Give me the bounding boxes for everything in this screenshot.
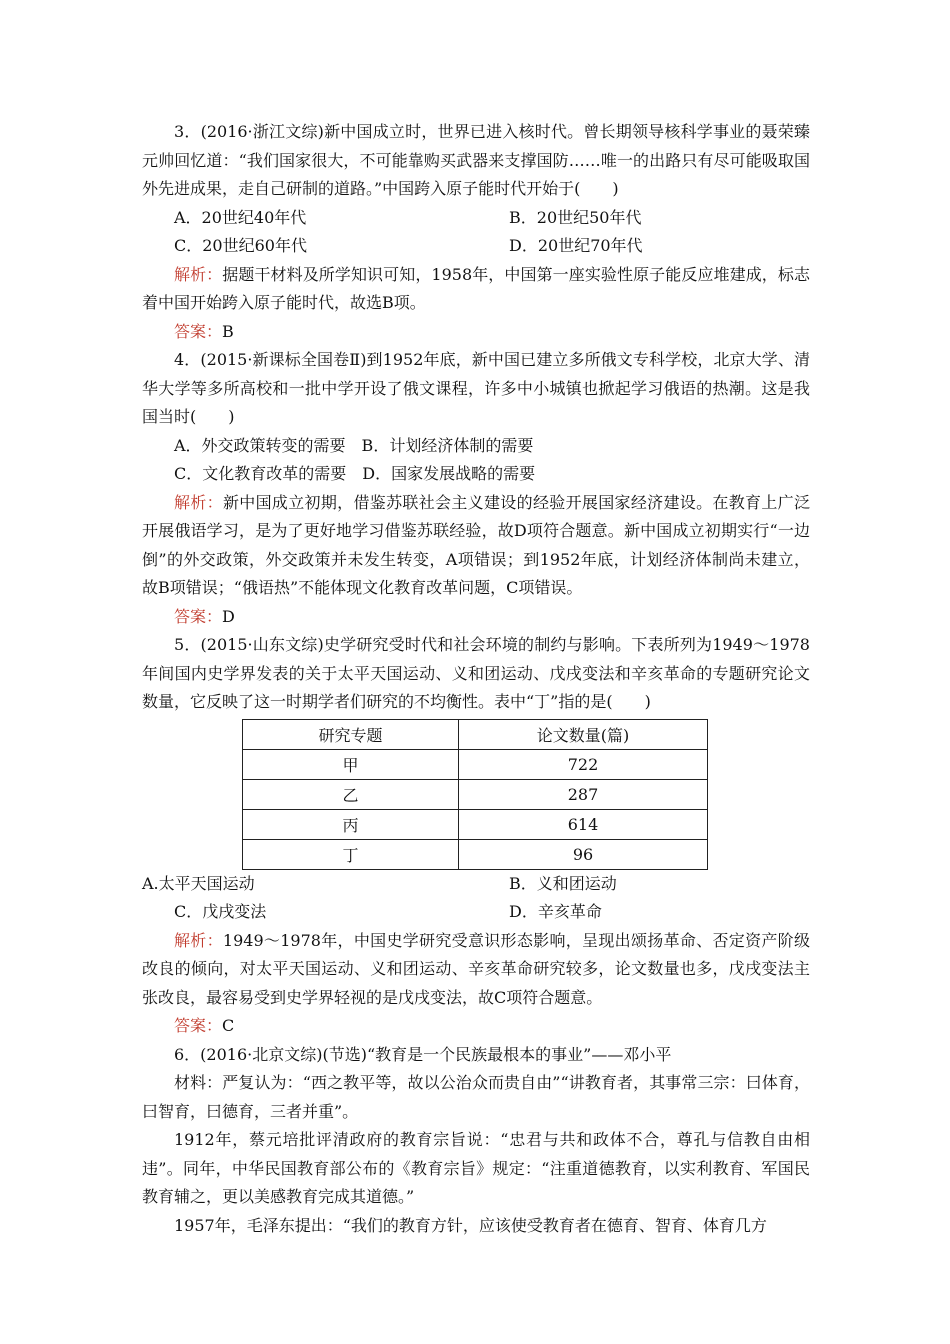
q5-options-row-2 (142, 898, 810, 927)
q5-answer (142, 1012, 810, 1041)
q4-analysis-label: 解析： (174, 492, 223, 512)
q5-option-b: B．义和团运动 (509, 873, 617, 893)
q5-table-header-topic: 研究专题 (243, 719, 459, 749)
q3-analysis-label: 解析： (174, 264, 223, 284)
q5-analysis-text: 1949～1978年，中国史学研究受意识形态影响，呈现出颂扬革命、否定资产阶级改良的倾向，对太平天国运动、义和团运动、辛亥革命研究较多，论文数量也多，戊戌变法主张改良，最容易受到史学界轻视的是戊戌变法，故C项符合题意。 (142, 930, 810, 1007)
q3-options-row-1 (142, 204, 810, 233)
q5-table-header-count: 论文数量(篇) (459, 719, 708, 749)
q5-option-a: A.太平天国运动 (142, 873, 255, 893)
q6-material-2: 1912年，蔡元培批评清政府的教育宗旨说：“忠君与共和政体不合，尊孔与信教自由相违”。同年，中华民国教育部公布的《教育宗旨》规定：“注重道德教育，以实利教育、军国民教育辅之，更以美感教育完成其道德。” (142, 1130, 810, 1206)
q5-analysis (142, 927, 810, 1013)
q5-table-cell-topic: 丙 (243, 809, 459, 839)
q5-table (242, 719, 708, 870)
document-content (142, 118, 810, 1240)
q4-analysis-text: 新中国成立初期，借鉴苏联社会主义建设的经验开展国家经济建设。在教育上广泛开展俄语学习，是为了更好地学习借鉴苏联经验，故D项符合题意。新中国成立初期实行“一边倒”的外交政策，外交政策并未发生转变，A项错误；到1952年底，计划经济体制尚未建立，故B项错误；“俄语热”不能体现文化教育改革问题，C项错误。 (142, 492, 810, 597)
q3-option-b: B．20世纪50年代 (509, 207, 642, 227)
table-row (243, 749, 708, 779)
q3-option-d: D．20世纪70年代 (509, 236, 643, 255)
q3-analysis (142, 261, 810, 318)
q3-answer (142, 318, 810, 347)
q3-option-a: A．20世纪40年代 (174, 207, 307, 227)
table-row (243, 779, 708, 809)
q3-stem: 3．(2016·浙江文综)新中国成立时，世界已进入核时代。曾长期领导核科学事业的聂荣臻元帅回忆道：“我们国家很大，不可能靠购买武器来支撑国防……唯一的出路只有尽可能吸取国外先进成果，走自己研制的道路。”中国跨入原子能时代开始于( ) (142, 122, 810, 198)
q5-table-cell-count: 722 (459, 749, 708, 779)
q5-table-cell-topic: 甲 (243, 749, 459, 779)
q5-table-cell-count: 96 (459, 839, 708, 869)
q4-stem: 4．(2015·新课标全国卷Ⅱ)到1952年底，新中国已建立多所俄文专科学校，北京大学、清华大学等多所高校和一批中学开设了俄文课程，许多中小城镇也掀起学习俄语的热潮。这是我国当时( ) (142, 350, 810, 426)
q6-material-1: 材料：严复认为：“西之教平等，故以公治众而贵自由”“讲教育者，其事常三宗：曰体育，曰智育，曰德育，三者并重”。 (142, 1073, 810, 1121)
q5-table-cell-count: 614 (459, 809, 708, 839)
q5-table-cell-topic: 丁 (243, 839, 459, 869)
q4-analysis (142, 489, 810, 603)
q6-material-3: 1957年，毛泽东提出：“我们的教育方针，应该使受教育者在德育、智育、体育几方 (174, 1215, 767, 1235)
q4-options-row-2: C．文化教育改革的需要 D．国家发展战略的需要 (174, 464, 536, 483)
q5-option-c: C．戊戌变法 (174, 902, 267, 921)
q3-answer-value: B (222, 321, 234, 341)
q5-stem: 5．(2015·山东文综)史学研究受时代和社会环境的制约与影响。下表所列为1949～1978年间国内史学界发表的关于太平天国运动、义和团运动、戊戌变法和辛亥革命的专题研究论文数量，它反映了这一时期学者们研究的不均衡性。表中“丁”指的是( ) (142, 635, 810, 711)
q4-options-row-1: A．外交政策转变的需要 B．计划经济体制的需要 (174, 435, 534, 455)
q5-options-row-1 (142, 870, 810, 899)
table-row (243, 839, 708, 869)
q5-answer-value: C (222, 1016, 235, 1035)
q5-table-cell-topic: 乙 (243, 779, 459, 809)
q6-stem: 6．(2016·北京文综)(节选)“教育是一个民族最根本的事业”——邓小平 (174, 1044, 672, 1064)
q3-answer-label: 答案： (174, 321, 223, 341)
q5-option-d: D．辛亥革命 (509, 902, 602, 921)
table-row (243, 809, 708, 839)
q5-table-header-row (243, 719, 708, 749)
q3-analysis-text: 据题干材料及所学知识可知，1958年，中国第一座实验性原子能反应堆建成，标志着中国开始跨入原子能时代，故选B项。 (142, 264, 810, 312)
q4-answer-label: 答案： (174, 606, 223, 626)
q4-answer-value: D (222, 606, 235, 626)
q5-analysis-label: 解析： (174, 930, 223, 950)
q4-answer (142, 603, 810, 632)
q3-options-row-2 (142, 232, 810, 261)
q3-option-c: C．20世纪60年代 (174, 236, 307, 255)
q5-table-cell-count: 287 (459, 779, 708, 809)
q5-answer-label: 答案： (174, 1016, 223, 1035)
